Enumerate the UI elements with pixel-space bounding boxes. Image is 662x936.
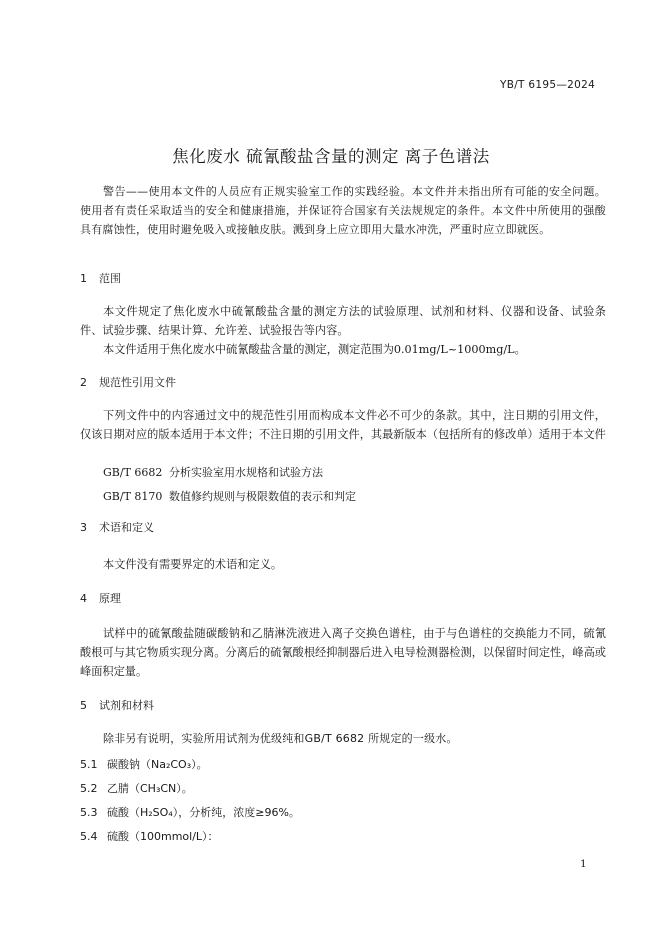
item-number: 5.1	[80, 758, 98, 771]
reference-name: 分析实验室用水规格和试验方法	[169, 466, 323, 479]
item-number: 5.3	[80, 806, 98, 819]
section-heading-scope	[80, 270, 121, 286]
warning-paragraph: 警告——使用本文件的人员应有正规实验室工作的实践经验。本文件并未指出所有可能的安全问题。使用者有责任采取适当的安全和健康措施，并保证符合国家有关法规规定的条件。本文件中所使用的强酸具有腐蚀性，使用时避免吸入或接触皮肤。溅到身上应立即用大量水冲洗，严重时应立即就医。	[80, 185, 606, 236]
section-number: 5	[80, 699, 87, 712]
reagent-item	[80, 804, 300, 820]
section-number: 4	[80, 592, 87, 605]
section-number: 3	[80, 521, 87, 534]
normative-paragraph: 下列文件中的内容通过文中的规范性引用而构成本文件必不可少的条款。其中，注日期的引用文件，仅该日期对应的版本适用于本文件；不注日期的引用文件，其最新版本（包括所有的修改单）适用于本文件	[80, 409, 606, 441]
reagent-item	[80, 780, 193, 796]
section-title: 规范性引用文件	[99, 376, 176, 389]
section-number: 2	[80, 376, 87, 389]
item-text: 硫酸（H₂SO₄），分析纯，浓度≥96%。	[107, 806, 300, 819]
principle-paragraph: 试样中的硫氰酸盐随碳酸钠和乙腈淋洗液进入离子交换色谱柱，由于与色谱柱的交换能力不同，硫氰酸根可与其它物质实现分离。分离后的硫氰酸根经抑制器后进入电导检测器检测，以保留时间定性，峰高或峰面积定量。	[80, 627, 606, 678]
section-title: 原理	[99, 592, 121, 605]
reference-code: GB/T 8170	[103, 490, 163, 503]
section-title: 术语和定义	[99, 521, 154, 534]
item-text: 硫酸（100mmol/L）：	[107, 830, 219, 843]
reference-name: 数值修约规则与极限数值的表示和判定	[169, 490, 356, 503]
document-title: 焦化废水 硫氰酸盐含量的测定 离子色谱法	[172, 147, 490, 166]
section-title: 范围	[99, 272, 121, 285]
reference-item	[103, 464, 323, 480]
section-heading-normative	[80, 374, 176, 390]
item-text: 碳酸钠（Na₂CO₃）。	[107, 758, 208, 771]
section-number: 1	[80, 272, 87, 285]
item-number: 5.4	[80, 830, 98, 843]
reagents-paragraph: 除非另有说明，实验所用试剂为优级纯和GB/T 6682 所规定的一级水。	[103, 732, 458, 745]
reference-item	[103, 488, 356, 504]
terms-paragraph: 本文件没有需要界定的术语和定义。	[103, 558, 283, 571]
item-number: 5.2	[80, 782, 98, 795]
reference-code: GB/T 6682	[103, 466, 163, 479]
reagent-item	[80, 756, 208, 772]
section-heading-reagents	[80, 697, 154, 713]
standard-number: YB/T 6195—2024	[500, 79, 596, 91]
item-text: 乙腈（CH₃CN）。	[107, 782, 193, 795]
section-heading-terms	[80, 519, 154, 535]
page-number: 1	[580, 858, 587, 870]
section-title: 试剂和材料	[99, 699, 154, 712]
scope-paragraph-1: 本文件规定了焦化废水中硫氰酸盐含量的测定方法的试验原理、试剂和材料、仪器和设备、试验条件、试验步骤、结果计算、允许差、试验报告等内容。	[80, 305, 606, 337]
scope-paragraph-2: 本文件适用于焦化废水中硫氰酸盐含量的测定，测定范围为0.01mg/L~1000mg/L。	[103, 343, 526, 356]
section-heading-principle	[80, 590, 121, 606]
reagent-item	[80, 828, 219, 844]
